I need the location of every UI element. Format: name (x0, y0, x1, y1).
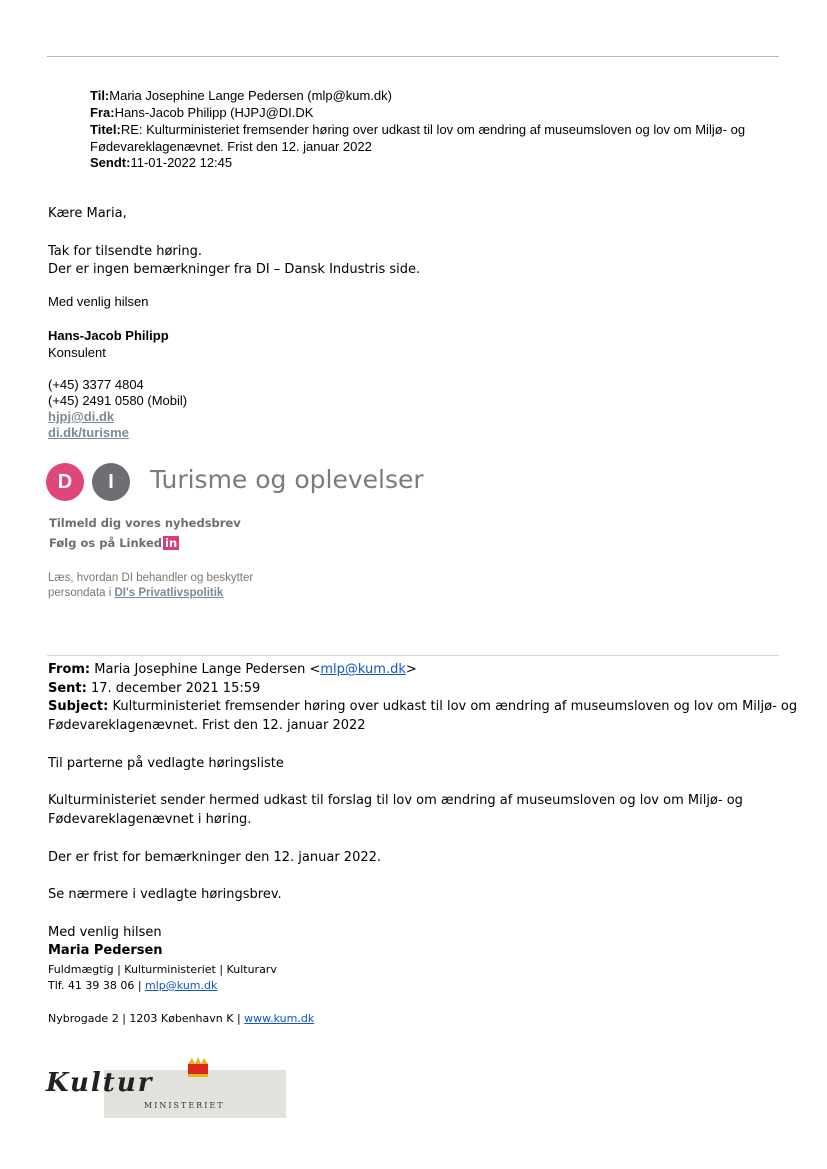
original-para-1-line-1: Kulturministeriet sender hermed udkast til forslag til lov om ændring af museumsloven og lov om Miljø- og (48, 793, 743, 808)
crown-icon (186, 1056, 210, 1078)
to-label: Til: (90, 88, 110, 103)
di-logo (46, 459, 426, 501)
logo-ministry-text: MINISTERIET (144, 1101, 225, 1110)
from-label: Fra: (90, 105, 115, 120)
original-signer-name: Maria Pedersen (48, 943, 163, 958)
di-logo-text: Turisme og oplevelser (150, 465, 424, 494)
reply-subject-line-2: Fødevareklagenævnet. Frist den 12. januar 2022 (90, 139, 372, 154)
to-value: Maria Josephine Lange Pedersen (mlp@kum.dk) (109, 88, 392, 103)
di-logo-i-circle: I (92, 463, 130, 501)
original-signer-title: Fuldmægtig | Kulturministeriet | Kulturarv (48, 963, 277, 976)
follow-text: Følg os på Linked (49, 536, 163, 550)
original-sent-line (48, 681, 260, 696)
reply-phone: (+45) 3377 4804 (48, 377, 144, 392)
original-para-2: Der er frist for bemærkninger den 12. januar 2022. (48, 850, 382, 865)
reply-mobile: (+45) 2491 0580 (Mobil) (48, 393, 188, 408)
original-from-value: Maria Josephine Lange Pedersen < (90, 662, 321, 677)
di-logo-d-circle: D (46, 463, 84, 501)
original-sent-label: Sent: (48, 681, 87, 696)
original-closing: Med venlig hilsen (48, 925, 162, 940)
original-sent-value: 17. december 2021 15:59 (86, 681, 261, 696)
reply-greeting: Kære Maria, (48, 206, 127, 221)
subject-label: Titel: (90, 122, 121, 137)
kulturministeriet-logo (44, 1054, 286, 1118)
linkedin-icon: in (165, 536, 178, 550)
reply-subject-line (90, 122, 745, 138)
original-subject-value: Kulturministeriet fremsender høring over udkast til lov om ændring af museumsloven og lov om Miljø- og (108, 699, 798, 714)
quoted-divider (47, 655, 779, 656)
reply-body-line-2: Der er ingen bemærkninger fra DI – Dansk Industris side. (48, 262, 421, 277)
subject-value: RE: Kulturministeriet fremsender høring over udkast til lov om ændring af museumsloven og lov om Miljø- og (120, 122, 746, 137)
reply-web-link[interactable]: di.dk/turisme (48, 425, 129, 440)
original-from-email[interactable]: mlp@kum.dk (320, 662, 406, 677)
original-address: Nybrogade 2 | 1203 København K | (48, 1012, 245, 1025)
reply-email-link[interactable]: hjpj@di.dk (48, 409, 115, 424)
reply-to-line (90, 88, 392, 104)
original-from-close: > (405, 662, 417, 677)
reply-sent-line (90, 155, 232, 171)
newsletter-link[interactable]: Tilmeld dig vores nyhedsbrev (49, 516, 241, 530)
privacy-prefix: persondata i (48, 587, 115, 599)
sent-label: Sendt: (90, 155, 131, 170)
original-salutation: Til parterne på vedlagte høringsliste (48, 756, 284, 771)
original-subject-line (48, 699, 797, 714)
reply-closing: Med venlig hilsen (48, 294, 149, 309)
original-address-link[interactable]: www.kum.dk (244, 1012, 315, 1025)
original-phone-email[interactable]: mlp@kum.dk (145, 979, 218, 992)
reply-signer-name: Hans-Jacob Philipp (48, 328, 169, 343)
reply-body-line-1: Tak for tilsendte høring. (48, 244, 203, 259)
original-address-line (48, 1012, 314, 1025)
original-subject-line-2: Fødevareklagenævnet. Frist den 12. januar 2022 (48, 718, 366, 733)
original-from-line (48, 662, 417, 677)
original-para-3: Se nærmere i vedlagte høringsbrev. (48, 887, 282, 902)
reply-from-line (90, 105, 313, 121)
original-subject-label: Subject: (48, 699, 109, 714)
privacy-policy-link[interactable]: DI's Privatlivspolitik (114, 587, 224, 599)
logo-script: Kultur (46, 1068, 154, 1098)
from-value: Hans-Jacob Philipp (HJPJ@DI.DK (114, 105, 314, 120)
top-divider (47, 56, 779, 57)
follow-linkedin[interactable] (49, 536, 179, 550)
original-from-label: From: (48, 662, 91, 677)
original-phone-line (48, 979, 217, 992)
original-para-1-line-2: Fødevareklagenævnet i høring. (48, 812, 252, 827)
reply-signer-title: Konsulent (48, 345, 106, 360)
original-phone: Tlf. 41 39 38 06 | (48, 979, 146, 992)
sent-value: 11-01-2022 12:45 (130, 155, 233, 170)
privacy-line-2 (48, 587, 223, 599)
privacy-line-1: Læs, hvordan DI behandler og beskytter (48, 572, 254, 584)
